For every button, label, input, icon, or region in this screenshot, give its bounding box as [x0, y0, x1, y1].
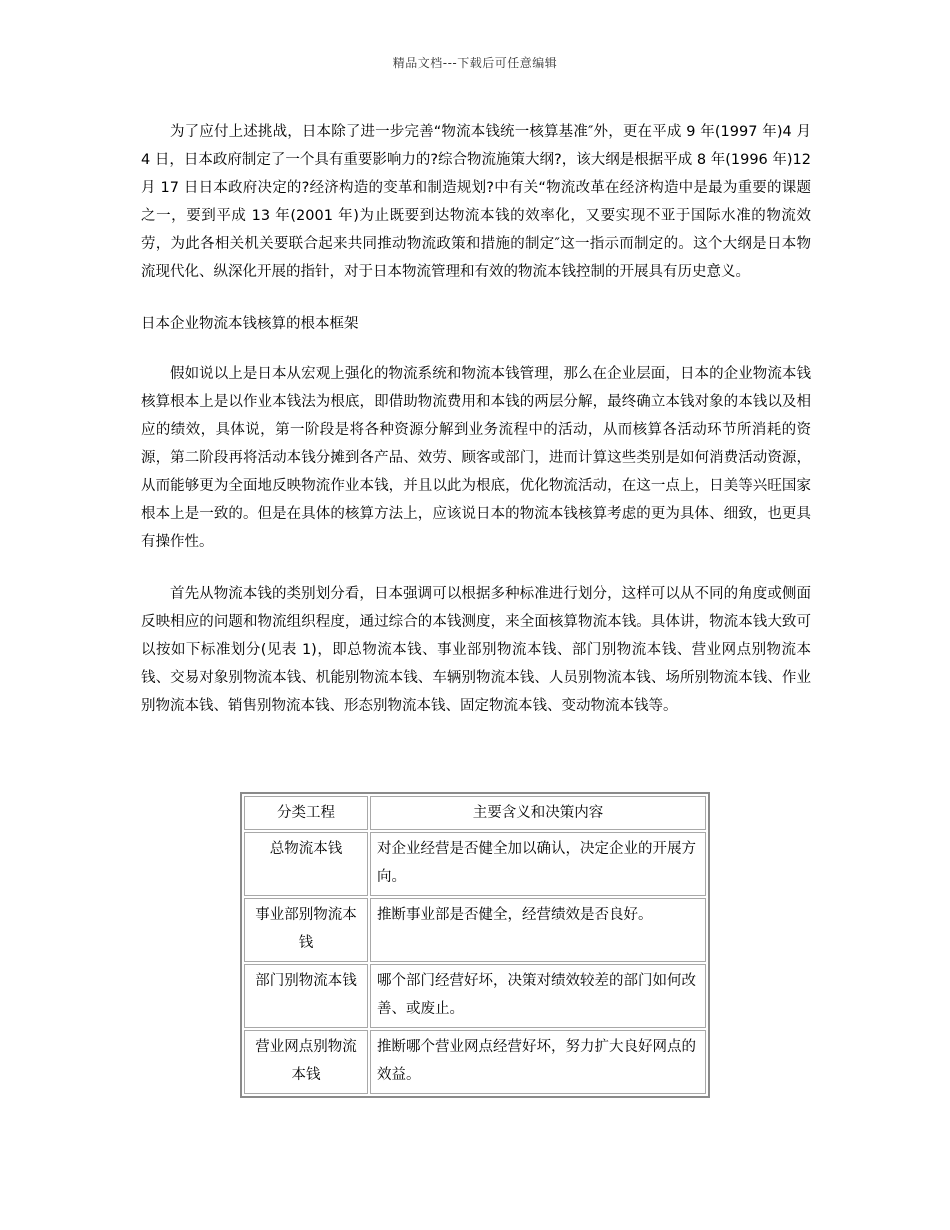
table-row [244, 832, 706, 896]
table-cell-category: 总物流本钱 [244, 832, 368, 896]
paragraph-policy: 为了应付上述挑战，日本除了进一步完善“物流本钱统一核算基准″外，更在平成 9 年(1997 年)4 月 4 日，日本政府制定了一个具有重要影响力的?综合物流施策大纲?，该大纲是根据平成 8 年(1996 年)12 月 17 日日本政府决定的?经济构造的变革和制造规划?中有关“物流改革在经济构造中是最为重要的课题之一，要到平成 13 年(2001 年)为止既要到达物流本钱的效率化，又要实现不亚于国际水准的物流效劳，为此各相关机关要联合起来共同推动物流政策和措施的制定″这一指示而制定的。这个大纲是日本物流现代化、纵深化开展的指针，对于日本物流管理和有效的物流本钱控制的开展具有历史意义。 [141, 124, 811, 280]
section-heading: 日本企业物流本钱核算的根本框架 [141, 316, 359, 332]
table-cell-meaning: 推断哪个营业网点经营好坏，努力扩大良好网点的效益。 [370, 1030, 706, 1094]
table-row [244, 964, 706, 1028]
column-header-meaning: 主要含义和决策内容 [370, 796, 706, 830]
paragraph-classification: 首先从物流本钱的类别划分看，日本强调可以根据多种标准进行划分，这样可以从不同的角度或侧面反映相应的问题和物流组织程度，通过综合的本钱测度，来全面核算物流本钱。具体讲，物流本钱大致可以按如下标准划分(见表 1)，即总物流本钱、事业部别物流本钱、部门别物流本钱、营业网点别物流本钱、交易对象别物流本钱、机能别物流本钱、车辆别物流本钱、人员别物流本钱、场所别物流本钱、作业别物流本钱、销售别物流本钱、形态别物流本钱、固定物流本钱、变动物流本钱等。 [141, 586, 811, 714]
table-row [244, 898, 706, 962]
table-header-row [244, 796, 706, 830]
article-body [141, 118, 811, 740]
table-row [244, 1030, 706, 1094]
classification-table [240, 792, 710, 1098]
column-header-category: 分类工程 [244, 796, 368, 830]
table-cell-meaning: 推断事业部是否健全，经营绩效是否良好。 [370, 898, 706, 962]
table-cell-category: 营业网点别物流本钱 [244, 1030, 368, 1094]
paragraph-framework: 假如说以上是日本从宏观上强化的物流系统和物流本钱管理，那么在企业层面，日本的企业物流本钱核算根本上是以作业本钱法为根底，即借助物流费用和本钱的两层分解，最终确立本钱对象的本钱以及相应的绩效，具体说，第一阶段是将各种资源分解到业务流程中的活动，从而核算各活动环节所消耗的资源，第二阶段再将活动本钱分摊到各产品、效劳、顾客或部门，进而计算这些类别是如何消费活动资源，从而能够更为全面地反映物流作业本钱，并且以此为根底，优化物流活动，在这一点上，日美等兴旺国家根本上是一致的。但是在具体的核算方法上，应该说日本的物流本钱核算考虑的更为具体、细致，也更具有操作性。 [141, 366, 811, 550]
table-cell-meaning: 哪个部门经营好坏，决策对绩效较差的部门如何改善、或废止。 [370, 964, 706, 1028]
table-cell-meaning: 对企业经营是否健全加以确认，决定企业的开展方向。 [370, 832, 706, 896]
table-cell-category: 事业部别物流本钱 [244, 898, 368, 962]
page-header: 精品文档---下载后可任意编辑 [392, 56, 558, 70]
table-cell-category: 部门别物流本钱 [244, 964, 368, 1028]
